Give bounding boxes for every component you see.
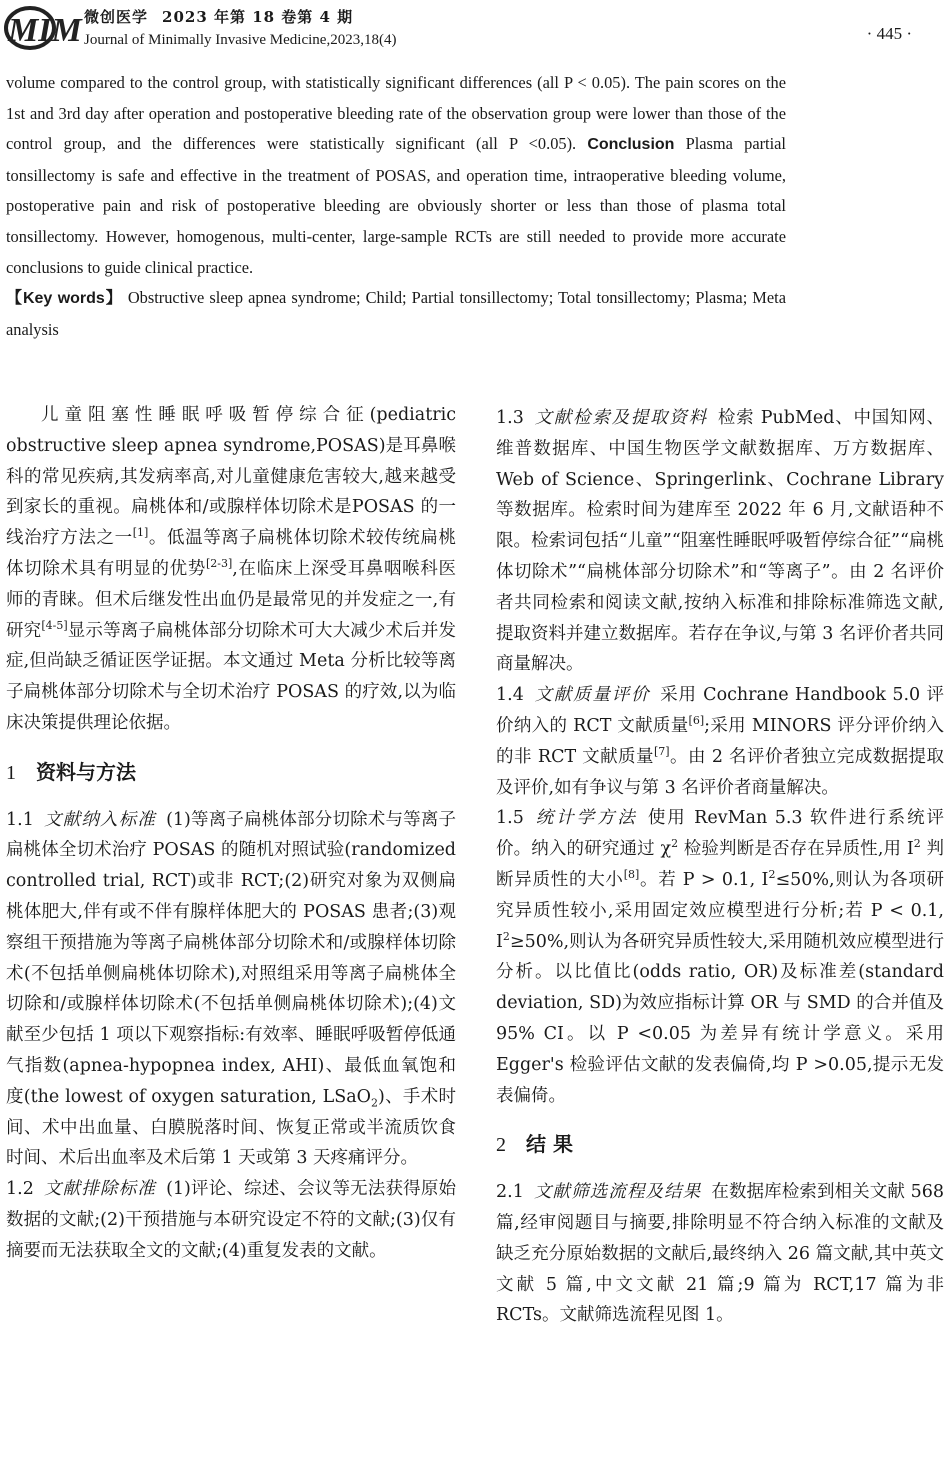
section-1-3: 1.3 文献检索及提取资料 检索 PubMed、中国知网、维普数据库、中国生物医学文献数据库、万方数据库、Web of Science、Springerlink、Cochrane Library 等数据库。检索时间为建库至 2022 年 6 月,文献语种不限。检索词包括“儿童”“阻塞性睡眠呼吸暂停综合征”“扁桃体切除术”“扁桃体部分切除术”和“等离子”。由 2 名评价者共同检索和阅读文献,按纳入标准和排除标准筛选文献,提取资料并建立数据库。若存在争议,与第 3 名评价者共同商量解决。 bbox=[496, 408, 944, 675]
section-1-title: 1 资料与方法 bbox=[6, 759, 136, 784]
page-header bbox=[0, 0, 950, 60]
section-1-4: 1.4 文献质量评价 采用 Cochrane Handbook 5.0 评价纳入的 RCT 文献质量[6];采用 MINORS 评分评价纳入的非 RCT 文献质量[7]。由 2 名评价者独立完成数据提取及评价,如有争议与第 3 名评价者商量解决。 bbox=[496, 685, 944, 798]
section-2-title: 2 结 果 bbox=[496, 1132, 573, 1157]
section-1-1: 1.1 文献纳入标准 (1)等离子扁桃体部分切除术与等离子扁桃体全切术治疗 POSAS 的随机对照试验(randomized controlled trial, RCT)或非 RCT;(2)研究对象为双侧扁桃体肥大,伴有或不伴有腺样体肥大的 POSAS 患者;(3)观察组干预措施为等离子扁桃体部分切除术和/或腺样体切除术(不包括单侧扁桃体切除术),对照组采用等离子扁桃体全切除和/或腺样体切除术(不包括单侧扁桃体切除术);(4)文献至少包括 1 项以下观察指标:有效率、睡眠呼吸暂停低通气指数(apnea-hypopnea index, AHI)、最低血氧饱和度(the lowest of oxygen saturation, LSaO$_2$)、手术时间、术中出血量、白膜脱落时间、恢复正常或半流质饮食时间、术后出血率及术后第 1 天或第 3 天疼痛评分。 bbox=[6, 809, 456, 1169]
section-1-2: 1.2 文献排除标准 (1)评论、综述、会议等无法获得原始数据的文献;(2)干预措施与本研究设定不符的文献;(3)仅有摘要而无法获取全文的文献;(4)重复发表的文献。 bbox=[6, 1179, 456, 1261]
conclusion-label: Conclusion bbox=[587, 136, 675, 154]
journal-en-title: Journal of Minimally Invasive Medicine,2023,18(4) bbox=[84, 32, 397, 48]
intro-paragraph: 儿童阻塞性睡眠呼吸暂停综合征(pediatric obstructive sleep apnea syndrome,POSAS)是耳鼻喉科的常见疾病,其发病率高,对儿童健康危害较大,越来越受到家长的重视。扁桃体和/或腺样体切除术是POSAS 的一线治疗方法之一[1]。低温等离子扁桃体切除术较传统扁桃体切除术具有明显的优势[2-3],在临床上深受耳鼻咽喉科医师的青睐。但术后继发性出血仍是最常见的并发症之一,有研究[4-5]显示等离子扁桃体部分切除术可大大减少术后并发症,但尚缺乏循证医学证据。本文通过 Meta 分析比较等离子扁桃体部分切除术与全切术治疗 POSAS 的疗效,以为临床决策提供理论依据。 bbox=[6, 405, 457, 733]
journal-cn-title: 微创医学 2023 年第 18 卷第 4 期 bbox=[84, 8, 354, 26]
section-1-5: 1.5 统计学方法 使用 RevMan 5.3 软件进行系统评价。纳入的研究通过 $\chi^2$ 检验判断是否存在异质性,用 $I^2$ 判断异质性的大小[8]。若 P > 0.1, $I^2\le 50\%$,则认为各项研究异质性较小,采用固定效应模型进行分析;若 P < 0.1, $I^2\ge 50\%$,则认为各研究异质性较大,采用随机效应模型进行分析。以比值比(odds ratio, OR)及标准差(standard deviation, SD)为效应指标计算 OR 与 SMD 的合并值及 95% CI。以 P <0.05 为差异有统计学意义。采用 Egger's 检验评估文献的发表偏倚,均 P >0.05,提示无发表偏倚。 bbox=[496, 808, 945, 1106]
left-column bbox=[6, 400, 456, 1267]
page-number: · 445 · bbox=[866, 24, 912, 43]
keywords: 【Key words】 Obstructive sleep apnea syndrome; Child; Partial tonsillectomy; Total tonsillectomy; Plasma; Meta analysis bbox=[6, 288, 786, 339]
journal-logo bbox=[4, 5, 82, 51]
svg-text:MIM: MIM bbox=[8, 12, 82, 49]
keywords-label: 【Key words】 bbox=[6, 290, 123, 308]
abstract-text: volume compared to the control group, with statistically significant differences (all P < 0.05). The pain scores on the 1st and 3rd day after operation and postoperative bleeding rate of the observation group were lower than those of the control group, and the differences were statistically significant (all P <0.05). Conclusion Plasma partial tonsillectomy is safe and effective in the treatment of POSAS, and operation time, intraoperative bleeding volume, postoperative pain and risk of postoperative bleeding are obviously shorter or less than those of plasma total tonsillectomy. However, homogenous, multi-center, large-sample RCTs are still needed to provide more accurate conclusions to guide clinical practice. bbox=[6, 73, 786, 277]
abstract-block bbox=[6, 68, 786, 345]
section-2-1: 2.1 文献筛选流程及结果 在数据库检索到相关文献 568 篇,经审阅题目与摘要,排除明显不符合纳入标准的文献及缺乏充分原始数据的文献后,最终纳入 26 篇文献,其中英文文献 5 篇,中文文献 21 篇;9 篇为 RCT,17 篇为非 RCTs。文献筛选流程见图 1。 bbox=[496, 1182, 945, 1326]
right-column bbox=[496, 403, 944, 1331]
